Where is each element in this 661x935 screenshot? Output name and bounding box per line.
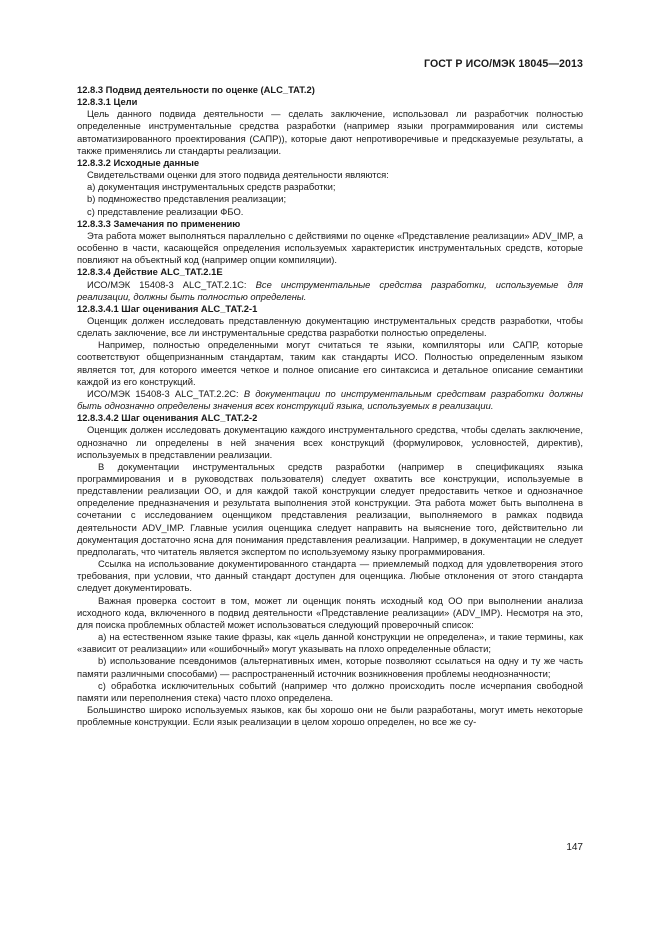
requirement-ref: ИСО/МЭК 15408-3 ALC_TAT.2.2C:	[87, 387, 244, 399]
paragraph: Оценщик должен исследовать представленную документацию инструментальных средств разработки, чтобы сделать заключение, все ли инструментальные средства разработки полностью определены.	[77, 314, 583, 339]
paragraph: b) использование псевдонимов (альтернативных имен, которые позволяют ссылаться на одну и ту же часть памяти различными способами) — распространенный источник возникновения проблемы неоднозначности;	[77, 655, 583, 679]
paragraph: c) представление реализации ФБО.	[87, 205, 244, 217]
requirement-paragraph	[77, 388, 583, 412]
paragraph: b) подмножество представления реализации;	[87, 193, 287, 205]
paragraph: Ссылка на использование документированного стандарта — приемлемый подход для удовлетворения этого требования, при условии, что данный стандарт доступен для оценщика. Любые отклонения от этого стандарта следует документировать.	[77, 558, 583, 594]
paragraph: В документации инструментальных средств разработки (например в спецификациях языка программирования и в руководствах пользователя) следует охватить все конструкции, используемые в представлении реализации ОО, и для каждой такой конструкции следует предоставить четкое и однозначное определение предназначения и результата выполнения этой конструкции. Эта работа может быть выполнена в сочетании с исследованием оценщиком представления реализации, выполняемого в рамках подвида деятельности ADV_IMP. Главные усилия оценщика следует направить на выяснение того, действительно ли документация достаточно ясна для понимания представления реализации. Например, в документации не следует предполагать, что читатель является экспертом по используемому языку программирования.	[77, 460, 583, 557]
section-heading: 12.8.3 Подвид деятельности по оценке (ALC_TAT.2)	[77, 84, 315, 95]
paragraph: Оценщик должен исследовать документацию каждого инструментального средства, чтобы сделать заключение, однозначно ли определены в ней значения всех конструкций (формулировок, условностей, директив), используемых в представлении реализации.	[77, 424, 583, 460]
paragraph: Свидетельствами оценки для этого подвида деятельности являются:	[87, 169, 389, 181]
standard-header: ГОСТ Р ИСО/МЭК 18045—2013	[424, 58, 583, 70]
document-body	[77, 84, 583, 728]
page-number: 147	[566, 842, 583, 853]
paragraph: Важная проверка состоит в том, может ли оценщик понять исходный код ОО при выполнении анализа исходного кода, включенного в подвид деятельности «Представление реализации» (ADV_IMP). Несмотря на это, для поиска проблемных областей может использоваться следующий проверочный список:	[77, 594, 583, 630]
step-heading: 12.8.3.4.1 Шаг оценивания ALC_TAT.2-1	[77, 302, 258, 314]
paragraph: a) документация инструментальных средств разработки;	[87, 181, 336, 193]
requirement-paragraph	[77, 279, 583, 303]
section-heading: 12.8.3.4 Действие ALC_TAT.2.1E	[77, 266, 223, 278]
paragraph: c) обработка исключительных событий (например что должно происходить после исчерпания свободной памяти или переполнения стека) часто плохо определена.	[77, 679, 583, 703]
requirement-ref: ИСО/МЭК 15408-3 ALC_TAT.2.1C:	[87, 278, 256, 290]
section-heading: 12.8.3.3 Замечания по применению	[77, 217, 241, 229]
paragraph: Цель данного подвида деятельности — сделать заключение, использовал ли разработчик полностью определенные инструментальные средства разработки (например языки программирования или системы автоматизированного проектирования (САПР)), которые дают непротиворечивые и предсказуемые результаты, а также применялись ли стандарты реализации.	[77, 108, 583, 156]
requirement-text: Все инструментальные средства разработки, используемые для реализации, должны быть полностью определены.	[77, 278, 583, 302]
paragraph: Большинство широко используемых языков, как бы хорошо они не были разработаны, могут иметь некоторые проблемные конструкции. Если язык реализации в целом хорошо определен, но все же су-	[77, 703, 583, 728]
step-heading: 12.8.3.4.2 Шаг оценивания ALC_TAT.2-2	[77, 412, 258, 424]
requirement-text: В документации по инструментальным средствам разработки должны быть однозначно определены значения всех конструкций языка, используемых в реализации.	[77, 387, 583, 412]
paragraph: Эта работа может выполняться параллельно с действиями по оценке «Представление реализации» ADV_IMP, а особенно в части, касающейся определения используемых характеристик инструментальных средств, которые повлияют на объектный код (например опции компиляции).	[77, 229, 583, 266]
paragraph: a) на естественном языке такие фразы, как «цель данной конструкции не определена», и такие термины, как «зависит от реализации» или «ошибочный» могут указывать на плохо определенные области;	[77, 631, 583, 655]
paragraph: Например, полностью определенными могут считаться те языки, компиляторы или САПР, которые соответствуют общепризнанным стандартам, таким как стандарты ИСО. Полностью определенным языком является тот, для которого имеется четкое и полное описание его синтаксиса и детальное описание семантики каждой из его конструкций.	[77, 339, 583, 387]
section-heading: 12.8.3.2 Исходные данные	[77, 156, 200, 168]
section-heading: 12.8.3.1 Цели	[77, 96, 138, 108]
